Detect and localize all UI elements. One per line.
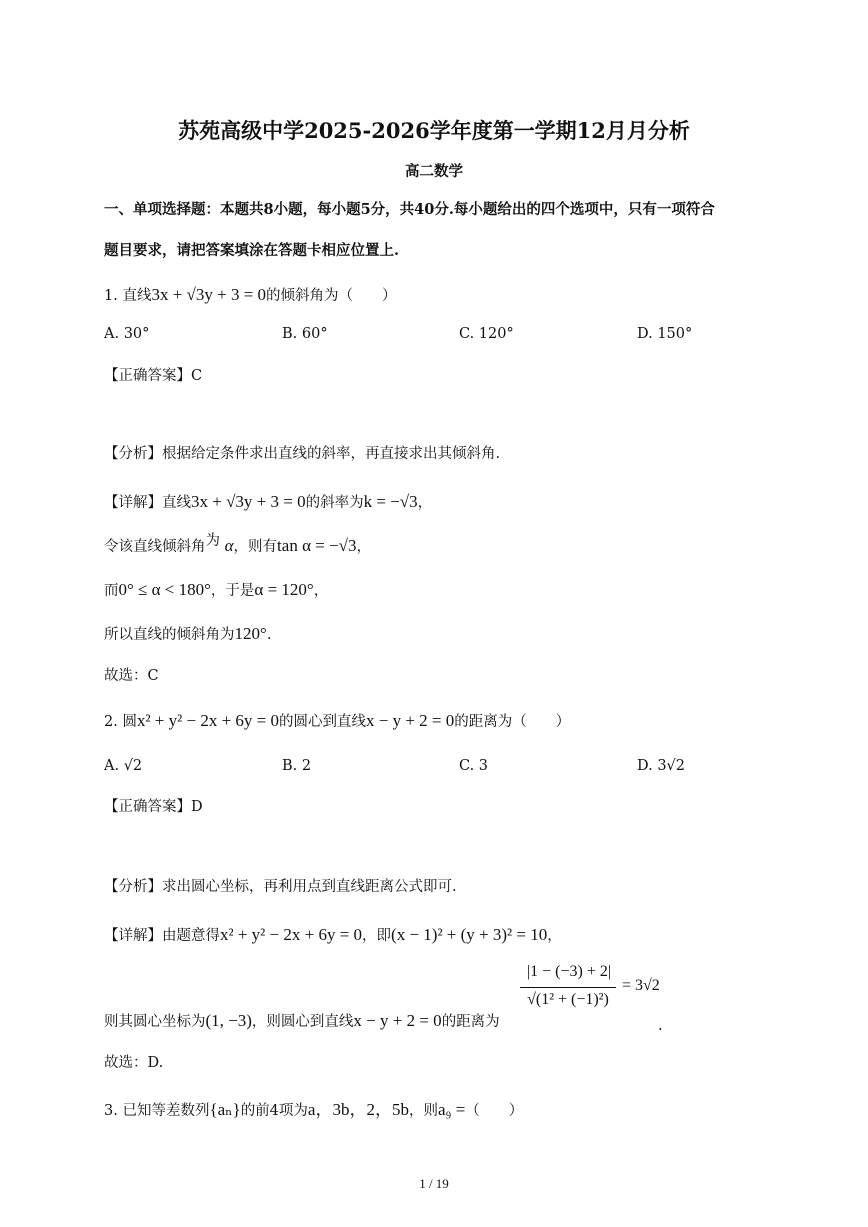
q1-line3-range: 0° ≤ α < 180°: [118, 580, 211, 599]
q2-line2-line: x − y + 2 = 0: [353, 1011, 442, 1030]
q1-option-b: B. 60°: [282, 326, 328, 342]
q1-detail-equation: 3x + √3y + 3 = 0: [191, 492, 306, 511]
q1-line2-prefix: 令该直线倾斜角: [104, 539, 206, 555]
q1-choose: 故选：C: [104, 668, 159, 684]
q2-detail-equation: x² + y² − 2x + 6y = 0: [220, 925, 363, 944]
q3-suffix: （ ）: [465, 1103, 524, 1119]
q2-suffix: 的距离为（ ）: [454, 714, 571, 730]
q2-detail-mid: ，即: [362, 928, 392, 944]
q2-line2-end: .: [658, 1018, 663, 1034]
q3-stem: [104, 1100, 523, 1121]
q2-line2-prefix: 则其圆心坐标为: [104, 1014, 206, 1030]
q2-line-equation: x − y + 2 = 0: [366, 711, 455, 730]
q1-line3-end: ，: [313, 583, 329, 599]
q1-option-c: C. 120°: [459, 326, 514, 342]
distance-denominator: √(1² + (−1)²): [527, 991, 609, 1008]
q1-line3-mid: ，于是: [210, 583, 255, 599]
q1-detail-line4: [104, 624, 271, 645]
q1-line2-tan: tan α = −√3: [277, 536, 357, 555]
q2-choose: 故选：D.: [104, 1055, 164, 1071]
page-number: 1 / 19: [419, 1176, 449, 1191]
q2-detail-prefix: 【详解】由题意得: [104, 928, 220, 944]
q1-suffix: 的倾斜角为（ ）: [266, 288, 397, 304]
q1-detail-slope: k = −√3: [363, 492, 418, 511]
q2-option-c: C. 3: [459, 758, 489, 774]
q1-line4-end: .: [266, 627, 272, 643]
q1-prefix: 1. 直线: [104, 288, 152, 304]
q1-line3-value: α = 120°: [254, 580, 314, 599]
q3-then: ，则: [408, 1103, 438, 1119]
q1-line2-mid: ，则有: [233, 539, 278, 555]
q2-circle-equation: x² + y² − 2x + 6y = 0: [136, 711, 279, 730]
q2-detail-line2: [104, 1011, 500, 1032]
q2-detail-end: ，: [547, 928, 562, 944]
q3-mid: 的前4项为: [240, 1103, 308, 1119]
q1-line4-prefix: 所以直线的倾斜角为: [104, 627, 235, 643]
q1-stem: [104, 285, 397, 306]
q2-detail-line1: [104, 925, 562, 946]
q1-analysis: 【分析】根据给定条件求出直线的斜率，再直接求出其倾斜角.: [104, 446, 501, 462]
q2-center: (1, −3): [205, 1011, 252, 1030]
page-subtitle: 高二数学: [405, 163, 463, 180]
q1-detail-end: ，: [417, 495, 433, 511]
q1-answer: 【正确答案】C: [104, 368, 203, 384]
page-title: 苏苑高级中学2025-2026学年度第一学期12月月分析: [178, 118, 690, 143]
q2-option-a: A. √2: [104, 758, 143, 774]
q2-line2-suffix: 的距离为: [441, 1014, 500, 1030]
q1-detail-prefix: 【详解】直线: [104, 495, 191, 511]
q1-line2-wei: 为: [205, 533, 220, 549]
fraction-bar: [520, 987, 616, 988]
q2-answer: 【正确答案】D: [104, 799, 203, 815]
q2-prefix: 2. 圆: [104, 714, 137, 730]
distance-numerator: |1 − (−3) + 2|: [526, 963, 612, 980]
q1-option-a: A. 30°: [104, 326, 150, 342]
q3-prefix: 3. 已知等差数列: [104, 1103, 210, 1119]
q2-analysis: 【分析】求出圆心坐标，再利用点到直线距离公式即可.: [104, 879, 457, 895]
q3-terms: a，3b，2，5b: [307, 1100, 409, 1119]
q2-option-b: B. 2: [282, 758, 312, 774]
q1-option-d: D. 150°: [637, 326, 693, 342]
section-heading-line1: 一、单项选择题：本题共8小题，每小题5分，共40分.每小题给出的四个选项中，只有一项符合: [104, 201, 715, 218]
distance-formula: [520, 963, 665, 1023]
q1-detail-line3: [104, 580, 328, 601]
q3-sequence: {aₙ}: [209, 1100, 241, 1119]
q2-mid: 的圆心到直线: [279, 714, 366, 730]
q2-option-d: D. 3√2: [637, 758, 686, 774]
q1-equation: 3x + √3y + 3 = 0: [151, 285, 267, 304]
q1-detail-line1: [104, 492, 432, 513]
q1-detail-mid: 的斜率为: [305, 495, 364, 511]
q1-line3-prefix: 而: [104, 583, 119, 599]
q1-line2-alpha: α: [224, 536, 234, 555]
q2-stem: [104, 711, 570, 732]
q1-line4-value: 120°: [234, 624, 267, 643]
q3-a9: a₉ =: [437, 1100, 466, 1119]
q2-detail-standard-form: (x − 1)² + (y + 3)² = 10: [391, 925, 548, 944]
distance-result: = 3√2: [622, 977, 660, 994]
section-heading-line2: 题目要求，请把答案填涂在答题卡相应位置上.: [104, 242, 400, 259]
q2-line2-mid: ，则圆心到直线: [251, 1014, 354, 1030]
q1-detail-line2: [104, 533, 371, 557]
q1-line2-end: ，: [356, 539, 371, 555]
